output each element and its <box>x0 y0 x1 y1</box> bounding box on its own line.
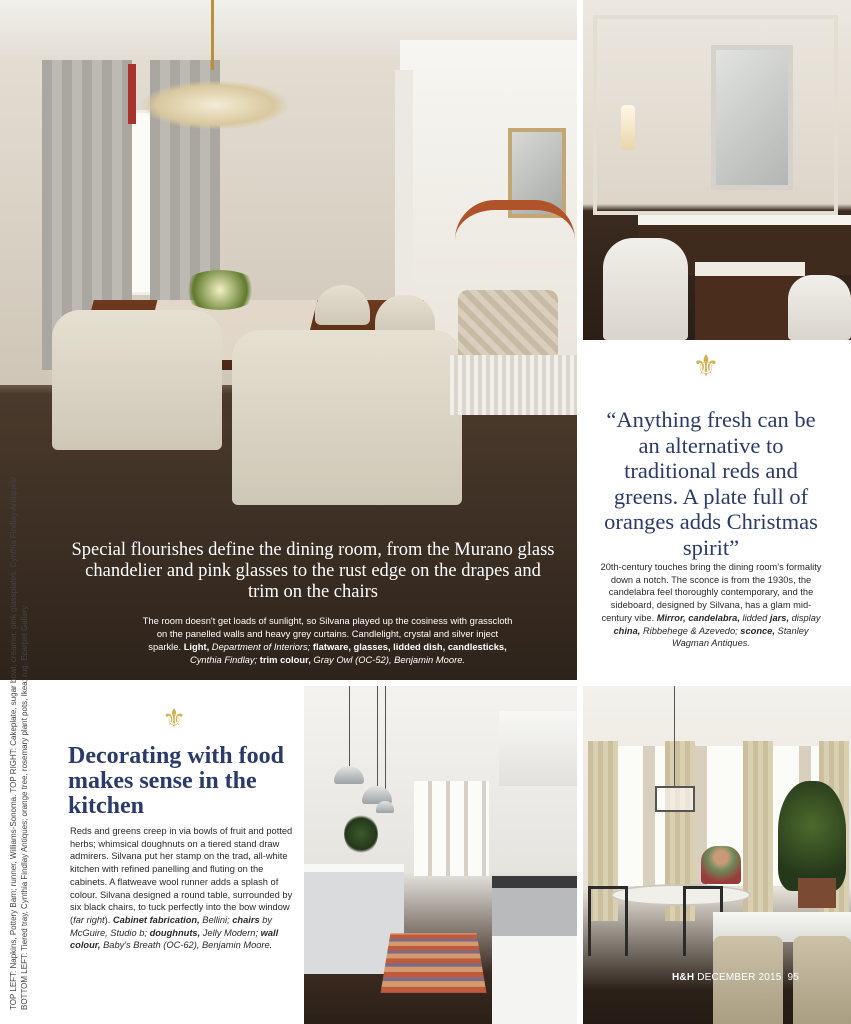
credit-value: Ribbehege & Azevedo; <box>640 625 741 636</box>
dining-caption-body <box>140 614 515 666</box>
credit-value: Gray Owl (OC-52), Benjamin Moore. <box>310 654 466 665</box>
fleur-ornament-icon: ⚜ <box>692 349 720 384</box>
white-dining-chair <box>603 238 688 340</box>
credit-label: trim colour, <box>259 654 311 665</box>
kitchen-body-close: ). <box>104 914 113 925</box>
credit-label: wall colour, <box>70 927 279 951</box>
page-number: 95 <box>787 972 800 983</box>
credit-value: display <box>789 612 821 623</box>
dining-caption-lead: The room doesn't get loads of sunlight, so Silvana played up the cosiness with grasscloth on the panelled walls and heavy grey curtains. Candlelight, crystal and silver inject sparkle. <box>142 615 513 652</box>
source-credits <box>8 410 30 1010</box>
lantern-pendant <box>655 786 695 812</box>
credit-value: Bellini; <box>199 914 233 925</box>
credit-label: doughnuts, <box>149 927 201 938</box>
flower-centrepiece <box>180 270 260 310</box>
pendant-light <box>376 801 394 813</box>
murano-chandelier <box>140 80 290 130</box>
credit-label: chairs <box>232 914 260 925</box>
credit-value: by McGuire, Studio b; <box>70 914 273 938</box>
pendant-wire <box>385 686 386 801</box>
credit-value: Cynthia Findlay; <box>189 654 260 665</box>
credit-value: Baby's Breath (OC-62), Benjamin Moore. <box>100 940 273 951</box>
round-table <box>611 884 751 906</box>
tree-pot <box>798 878 836 908</box>
pull-quote: “Anything fresh can be an alternative to traditional reds and greens. A plate full of oranges adds Christmas spirit” <box>604 407 818 560</box>
credit-value: Stanley Wagman Antiques. <box>671 625 809 649</box>
pendant-wire <box>349 686 350 766</box>
children <box>701 846 741 884</box>
sconce <box>621 105 635 150</box>
black-chair <box>588 886 628 956</box>
credit-label: Mirror, candelabra, <box>656 612 740 623</box>
page-folio <box>672 972 799 983</box>
far-right-reference: far right <box>73 914 105 925</box>
dining-caption-headline: Special flourishes define the dining room, from the Murano glass chandelier and pink glasses to the rust edge on the drapes and trim on the chairs <box>71 540 555 602</box>
kitchen-body-lead: Reds and greens creep in via bowls of fruit and potted herbs; whimsical doughnuts on a tiered stand draw admirers. Silvana put her stamp on the trad, all-white kitchen with refined panelling and fluting on the cabinets. A flatweave wool runner adds a splash of colour. Silvana designed a round table, surrounded by six black chairs, to tuck perfectly into the bow window ( <box>70 826 293 925</box>
credit-label: flatware, glasses, lidded dish, candlesticks, <box>312 641 507 652</box>
credit-label: china, <box>613 625 641 636</box>
upholstered-armchair <box>458 290 558 365</box>
credits-line: TOP LEFT: Napkins, Pottery Barn; runner, Williams-Sonoma. TOP RIGHT: Cakeplate, sugar bowl, creamer, pink glassplates, Cynthia Findlay Antiques/ <box>9 477 18 1010</box>
kitchen-headline: Decorating with food makes sense in the kitchen <box>68 743 284 819</box>
credit-value: Jelly Modern; <box>200 927 261 938</box>
credit-label: Cabinet fabrication, <box>112 914 200 925</box>
potted-plant <box>344 814 378 854</box>
venetian-mirror <box>711 45 793 190</box>
credits-line: BOTTOM LEFT: Tiered tray, Cynthia Findlay Antiques; orange tree, rosemary plant pots, Ikea; rug, Ecarpet Gallery <box>20 605 29 1010</box>
orange-tree <box>778 781 846 891</box>
striped-rug <box>450 355 577 415</box>
chandelier-rod <box>211 0 214 70</box>
credit-value: Department of Interiors; <box>209 641 313 652</box>
pull-quote-body <box>600 561 822 650</box>
dining-chair-foreground <box>232 330 462 505</box>
credit-label: Light, <box>183 641 210 652</box>
issue-date: DECEMBER 2015 <box>697 972 782 983</box>
fleur-ornament-icon: ⚜ <box>162 704 186 734</box>
credit-label: jars, <box>769 612 790 623</box>
magazine-name: H&H <box>672 972 695 983</box>
garland <box>455 200 575 240</box>
flatweave-runner <box>381 933 487 993</box>
kitchen-body <box>70 825 295 952</box>
credit-value: lidded <box>739 612 770 623</box>
white-dining-chair <box>788 275 851 340</box>
counter-stool <box>793 936 851 1024</box>
range-hood <box>499 711 577 786</box>
range-and-cabinets <box>492 876 577 1024</box>
rust-curtain-edge <box>128 64 136 124</box>
pendant-wire <box>377 686 378 786</box>
pendant-light <box>334 766 364 784</box>
pull-body-lead: 20th-century touches bring the dining room's formality down a notch. The sconce is from the 1930s, the candelabra feel thoroughly contemporary, and the sideboard, designed by Silvana, has a glam mid-century vibe. <box>600 562 822 623</box>
dining-room-photo <box>0 0 577 680</box>
credit-label: sconce, <box>740 625 775 636</box>
dining-chair <box>52 310 222 450</box>
sideboard-photo <box>583 0 851 340</box>
kitchen-windows <box>414 781 489 876</box>
kitchen-photo <box>304 686 577 1024</box>
lantern-wire <box>674 686 675 786</box>
